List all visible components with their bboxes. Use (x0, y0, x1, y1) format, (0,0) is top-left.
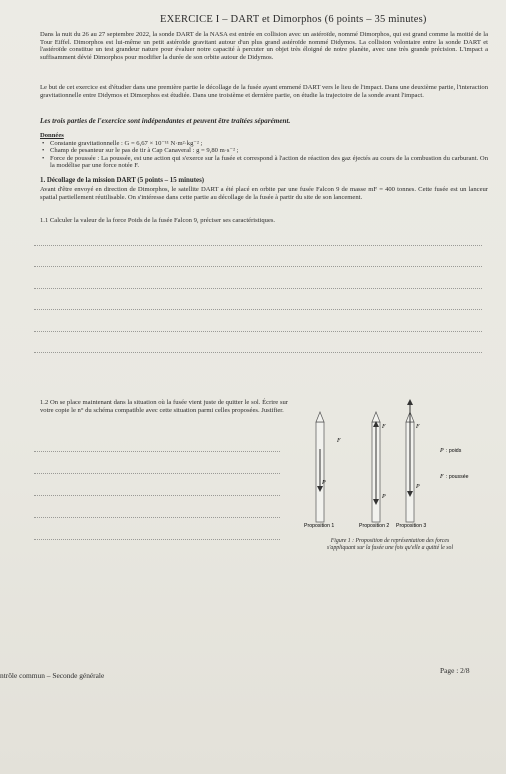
rocket-proposition-1 (316, 412, 324, 522)
answer-line (34, 539, 280, 540)
vector-label-f: F (337, 438, 341, 444)
figure-caption-line-1: Figure 1 : Proposition de représentation des forces (330, 538, 450, 544)
legend-label-thrust: : poussée (446, 474, 469, 480)
legend-label-weight: : poids (446, 448, 462, 454)
donnees-title: Données (40, 132, 64, 139)
answer-line (34, 309, 482, 310)
figure-caption-line-2: s'appliquant sur la fusée une fois qu'elle a quitté le sol (326, 545, 454, 551)
answer-line (34, 352, 482, 353)
vector-label-p: P (322, 480, 326, 486)
question-1-1: 1.1 Calculer la valeur de la force Poids de la fusée Falcon 9, préciser ses caractéristiques. (40, 217, 276, 224)
answer-line (34, 517, 280, 518)
donnees-block (40, 132, 488, 170)
legend-symbol-p: P (440, 448, 444, 454)
answer-line (34, 451, 280, 452)
exercise-title: EXERCICE I – DART et Dimorphos (6 points – 35 minutes) (160, 14, 427, 25)
donnee-item-thrust: • Force de poussée : La poussée, est une action qui s'exerce sur la fusée et correspond à l'action de réaction des gaz éjectés au cours de la combustion du carburant. On la modélise par une force notée F. (40, 155, 488, 170)
question-1-2: 1.2 On se place maintenant dans la situation où la fusée vient juste de quitter le sol. Écrire sur votre copie le n° du schéma compatible avec cette situation parmi celles proposées. Justifier. (40, 399, 288, 414)
donnee-item-g-constant: • Constante gravitationnelle : G = 6,67 × 10⁻¹¹ N·m²·kg⁻² ; (40, 140, 488, 148)
independent-parts-note: Les trois parties de l'exercice sont indépendantes et peuvent être traitées séparément. (40, 117, 291, 125)
intro-paragraph-1: Dans la nuit du 26 au 27 septembre 2022, la sonde DART de la NASA est entrée en collision avec un astéroïde, nommé Dimorphos, qui est grand comme la moitié de la Tour Eiffel. Dimorphos est lui-même un petit astéroïde gravitant autour d'un plus grand astéroïde nommé Didymos. La collision volontaire entre la sonde DART et l'astéroïde constitue un test grandeur nature pour évaluer notre capacité à percuter un objet très éloigné de notre planète, avec une très grande précision. L'impact a suffisamment dévié Dimorphos pour modifier la durée de son orbite autour de Didymos. (40, 31, 488, 61)
donnee-item-g-field: • Champ de pesanteur sur le pas de tir à Cap Canaveral : g = 9,80 m·s⁻² ; (40, 147, 488, 155)
vector-label-p: P (416, 484, 420, 490)
answer-line (34, 495, 280, 496)
vector-label-f: F (416, 424, 420, 430)
footer-left: ntrôle commun – Seconde générale (0, 671, 105, 680)
rocket-proposition-2 (372, 412, 380, 522)
vector-label-p: P (382, 494, 386, 500)
vector-label-f: F (382, 424, 386, 430)
intro-paragraph-2: Le but de cet exercice est d'étudier dans une première partie le décollage de la fusée ayant emmené DART vers le lieu de l'impact. Dans une deuxième partie, l'interaction gravitationnelle entre Didymos et Dimorphos est étudiée. Dans une troisième et dernière partie, on étudie la trajectoire de la sonde avant l'impact. (40, 84, 488, 99)
label-proposition-3: Proposition 3 (396, 523, 427, 529)
legend-symbol-f: F (440, 474, 444, 480)
answer-line (34, 245, 482, 246)
part1-title: 1. Décollage de la mission DART (5 points – 15 minutes) (40, 177, 205, 184)
answer-line (34, 331, 482, 332)
label-proposition-1: Proposition 1 (304, 523, 335, 529)
rocket-proposition-3 (406, 402, 414, 522)
answer-line (34, 288, 482, 289)
answer-line (34, 266, 482, 267)
label-proposition-2: Proposition 2 (359, 523, 390, 529)
part1-text: Avant d'être envoyé en direction de Dimorphos, le satellite DART a été placé en orbite par une fusée Falcon 9 de masse mF = 400 tonnes. Cette fusée est un lanceur spatial partiellement réutilisable. On s'intéresse dans cette partie au décollage de la fusée à partir du site de son lancement. (40, 186, 488, 201)
answer-line (34, 473, 280, 474)
figure-caption (290, 538, 490, 552)
page-number: Page : 2/8 (440, 666, 470, 675)
